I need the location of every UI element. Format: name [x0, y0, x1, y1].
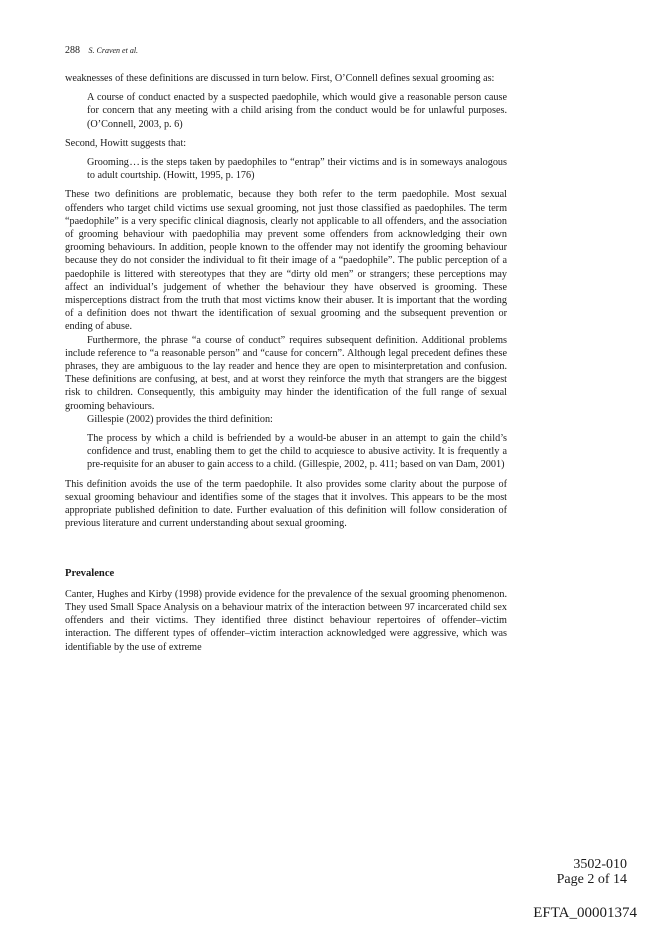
paragraph: Furthermore, the phrase “a course of conduct” requires subsequent definition. Additional problems include reference to “a reasonable person” and “cause for concern”. Although legal precedent defines these phrases, they are ambiguous to the lay reader and hence they are open to misinterpretation and confusion. These definitions are confusing, at best, and at worst they reinforce the myth that strangers are the biggest risk to children. Consequently, this ambiguity may hinder the identification of the full range of sexual grooming behaviours. — [65, 334, 507, 412]
paragraph: weaknesses of these definitions are discussed in turn below. First, O’Connell defines sexual grooming as: — [65, 73, 495, 84]
paragraph: These two definitions are problematic, because they both refer to the term paedophile. Most sexual offenders who target child victims use sexual grooming, not just those classified as paedophiles. The term “paedophile” is a very specific clinical diagnosis, clearly not applicable to all offenders, and the association of grooming behaviour with paedophilia may prevent some offenders from acknowledging their own grooming behaviours. In addition, people known to the offender may not identify the grooming behaviour because they do not consider the individual to fit their image of a “paedophile”. The public perception of a paedophile is littered with stereotypes that they are “dirty old men” or strangers; these perceptions may affect an individual’s judgement of whether the behaviour they have observed is grooming. These misperceptions distract from the truth that most victims know their abuser. It is important that the wording of a definition does not thwart the identification of sexual grooming and the subsequent prevention or ending of abuse. — [65, 189, 507, 333]
paragraph: This definition avoids the use of the term paedophile. It also provides some clarity about the purpose of sexual grooming behaviour and identifies some of the stages that it involves. This appears to be the most appropriate published definition to date. Further evaluation of this definition will follow consideration of previous literature and current understanding about sexual grooming. — [65, 478, 507, 530]
paragraph: Canter, Hughes and Kirby (1998) provide evidence for the prevalence of the sexual grooming phenomenon. They used Small Space Analysis on a behaviour matrix of the interaction between 97 incarcerated child sex offenders and their victims. They identified three distinct behaviour repertoires of offender–victim interaction. The different types of offender–victim interaction acknowledged were aggressive, which was identifiable by the use of extreme — [65, 588, 507, 653]
section-heading: Prevalence — [65, 567, 115, 579]
document-id: 3502-010 — [573, 857, 627, 872]
bates-number: EFTA_00001374 — [533, 905, 637, 921]
text-column — [65, 72, 507, 654]
running-header — [65, 45, 138, 56]
paragraph: Second, Howitt suggests that: — [65, 137, 187, 149]
page-label: Page 2 of 14 — [556, 872, 627, 887]
page-footer — [557, 857, 627, 887]
quote-text: Grooming — [87, 157, 129, 169]
page-number: 288 — [65, 45, 80, 56]
quote-text: is the steps taken by paedophiles to “entrap” their victims and is in someways analogous to adult courtship. (Howitt, 1995, p. 176) — [87, 157, 507, 182]
quote-ellipsis: ... — [129, 157, 141, 169]
paragraph: Gillespie (2002) provides the third definition: — [87, 413, 273, 425]
block-quote — [87, 156, 507, 182]
block-quote: The process by which a child is befriended by a would-be abuser in an attempt to gain the child’s confidence and trust, enabling them to get the child to acquiesce to abusive activity. It is frequently a pre-requisite for an abuser to gain access to a child. (Gillespie, 2002, p. 411; based on van Dam, 2001) — [87, 433, 507, 471]
block-quote: A course of conduct enacted by a suspected paedophile, which would give a reasonable person cause for concern that any meeting with a child arising from the conduct would be for unlawful purposes. (O’Connell, 2003, p. 6) — [87, 92, 507, 130]
running-author: S. Craven et al. — [88, 46, 139, 55]
